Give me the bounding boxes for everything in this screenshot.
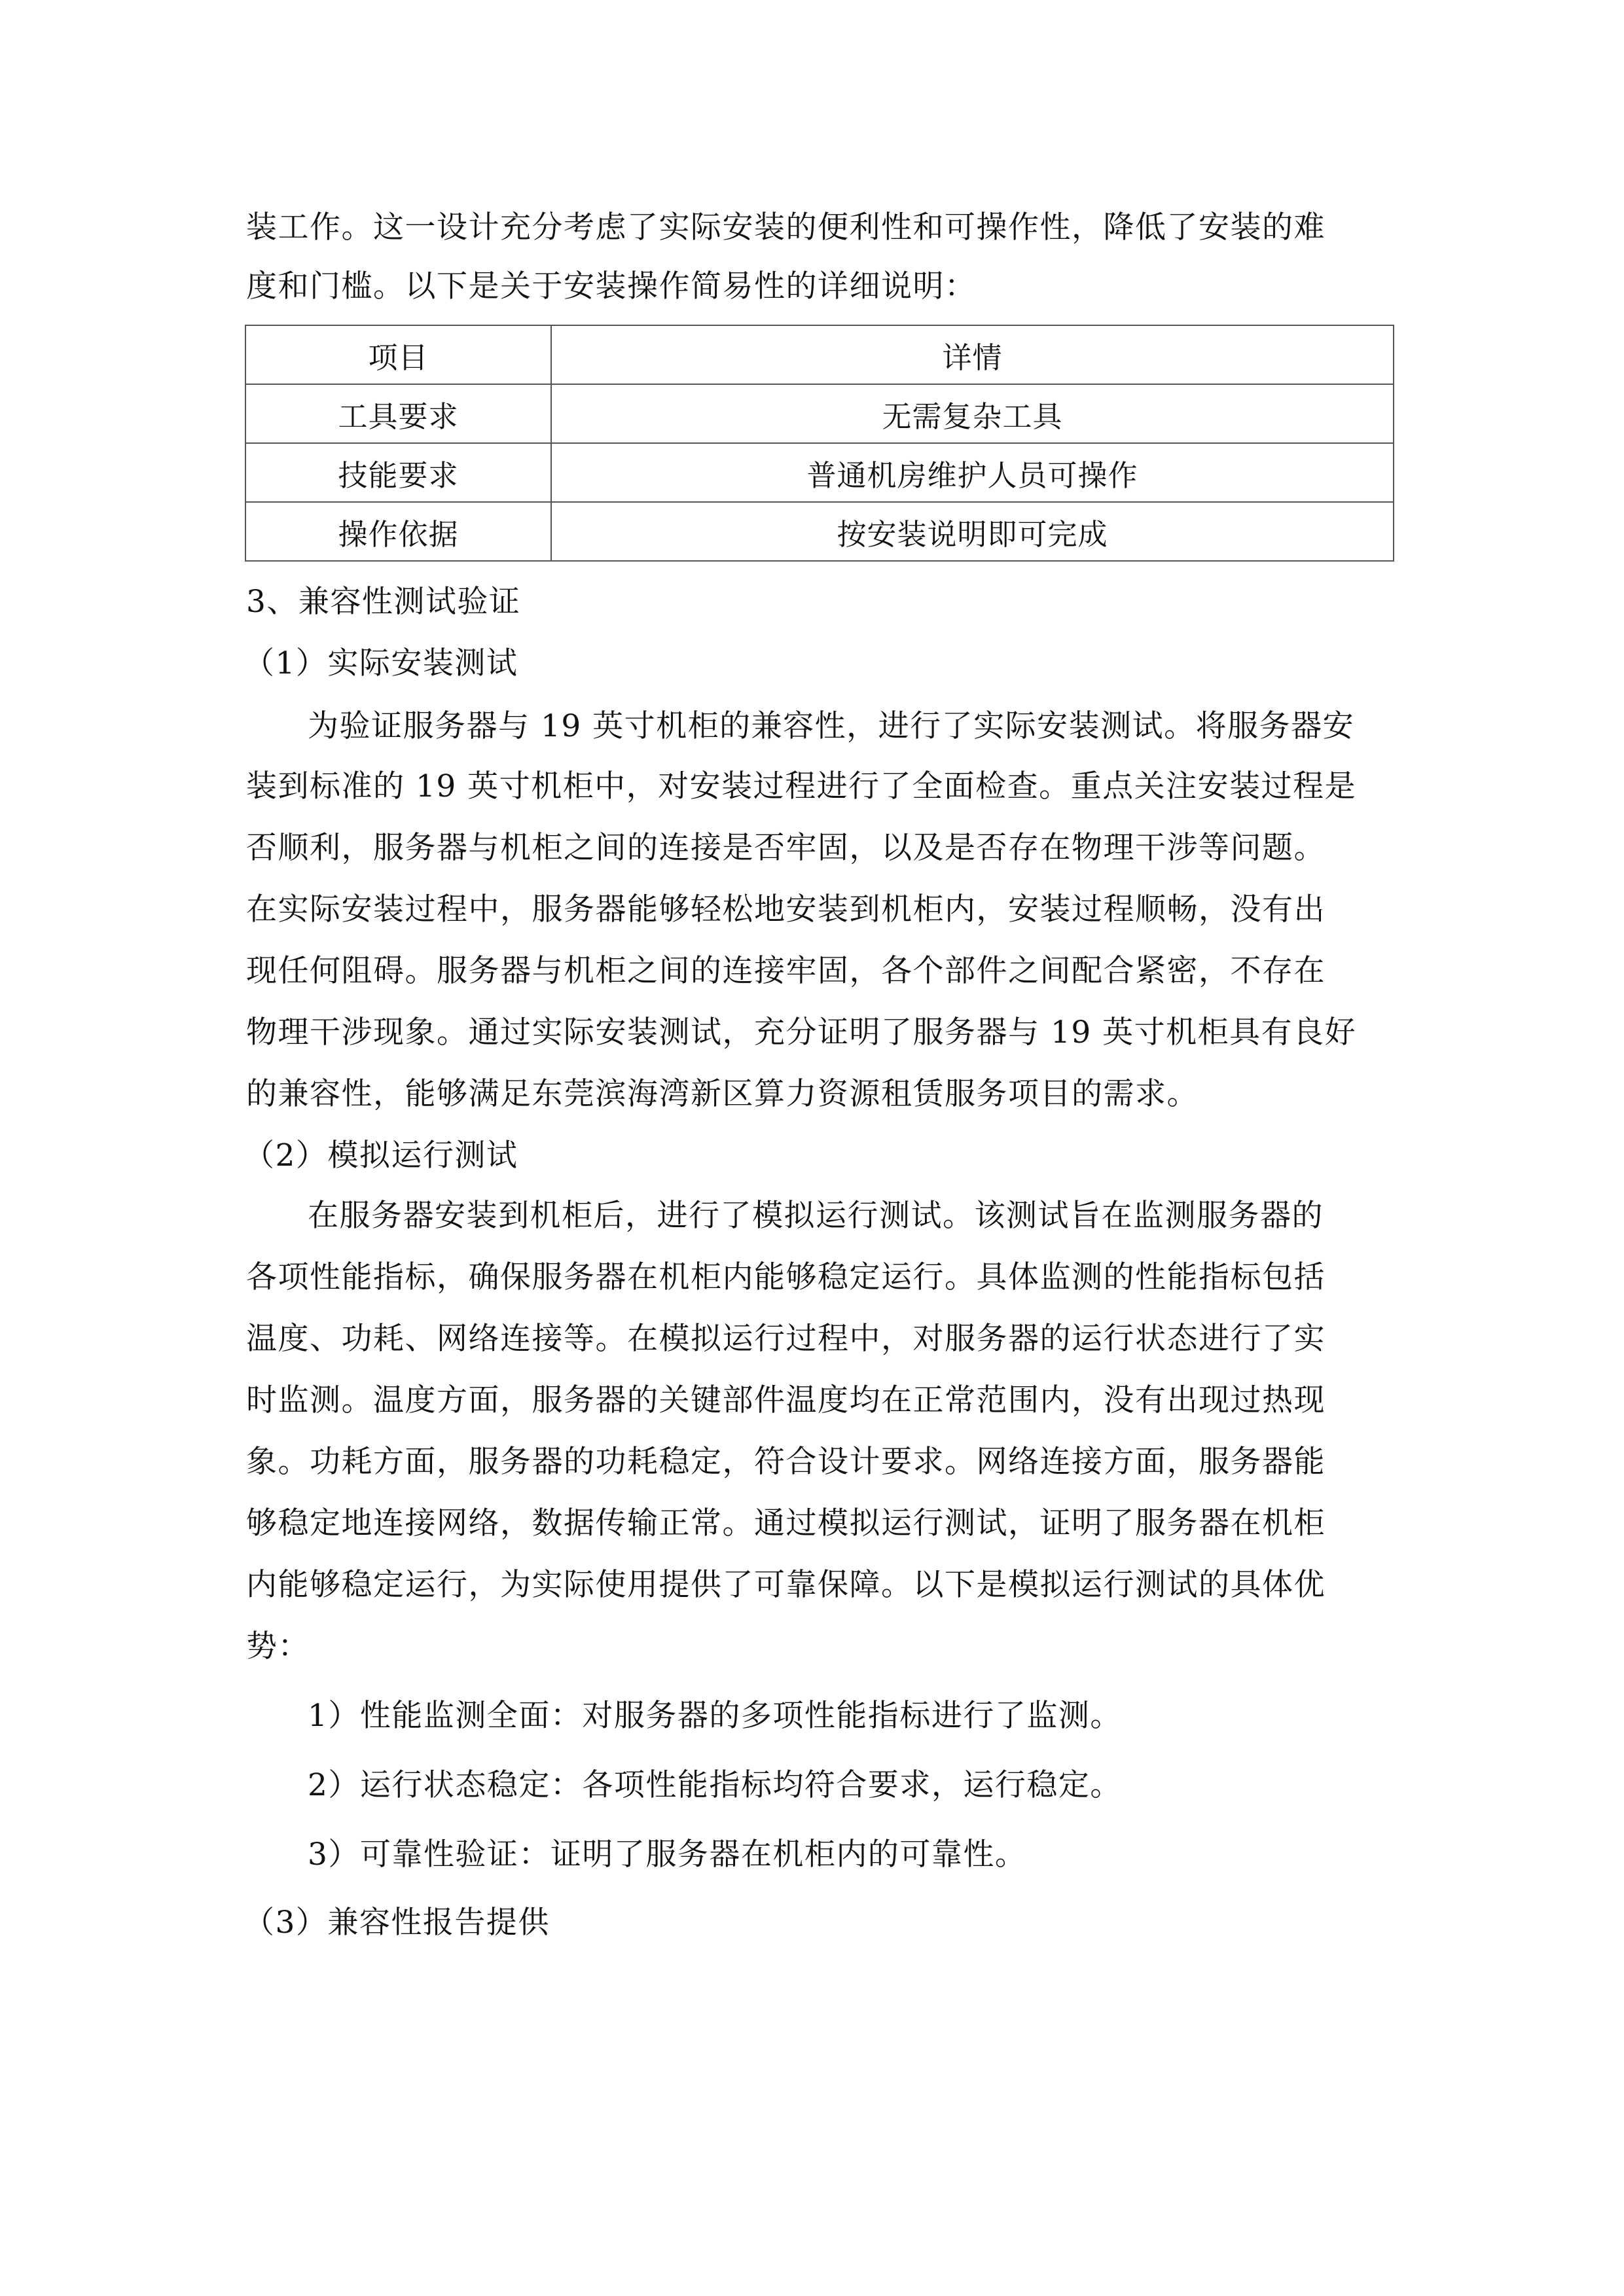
table-header-cell: 详情 [551, 325, 1394, 384]
paragraph-line: 否顺利，服务器与机柜之间的连接是否牢固，以及是否存在物理干涉等问题。 [246, 830, 1326, 866]
paragraph-line: 装到标准的 19 英寸机柜中，对安装过程进行了全面检查。重点关注安装过程是 [246, 768, 1357, 804]
paragraph-line: 在服务器安装到机柜后，进行了模拟运行测试。该测试旨在监测服务器的 [308, 1198, 1324, 1234]
paragraph-line: 在实际安装过程中，服务器能够轻松地安装到机柜内，安装过程顺畅，没有出 [246, 891, 1326, 927]
table-cell: 无需复杂工具 [551, 384, 1394, 443]
table-row [245, 443, 1394, 502]
table-cell: 技能要求 [245, 443, 551, 502]
intro-line-2: 度和门槛。以下是关于安装操作简易性的详细说明： [246, 268, 977, 304]
paragraph-line: 势： [246, 1628, 310, 1664]
list-item: 3）可靠性验证：证明了服务器在机柜内的可靠性。 [308, 1837, 1027, 1873]
table-header-row [245, 325, 1394, 384]
table-header-cell: 项目 [245, 325, 551, 384]
paragraph-line: 温度、功耗、网络连接等。在模拟运行过程中，对服务器的运行状态进行了实 [246, 1321, 1326, 1357]
table-row [245, 502, 1394, 561]
table-cell: 工具要求 [245, 384, 551, 443]
list-item: 1）性能监测全面：对服务器的多项性能指标进行了监测。 [308, 1698, 1122, 1734]
paragraph-line: 象。功耗方面，服务器的功耗稳定，符合设计要求。网络连接方面，服务器能 [246, 1444, 1326, 1480]
paragraph-line: 时监测。温度方面，服务器的关键部件温度均在正常范围内，没有出现过热现 [246, 1382, 1326, 1418]
table-cell: 按安装说明即可完成 [551, 502, 1394, 561]
table-cell: 普通机房维护人员可操作 [551, 443, 1394, 502]
intro-line-1: 装工作。这一设计充分考虑了实际安装的便利性和可操作性，降低了安装的难 [246, 209, 1326, 245]
paragraph-line: 够稳定地连接网络，数据传输正常。通过模拟运行测试，证明了服务器在机柜 [246, 1505, 1326, 1541]
subsection-1-heading: （1）实际安装测试 [244, 645, 518, 681]
table-row [245, 384, 1394, 443]
paragraph-line: 内能够稳定运行，为实际使用提供了可靠保障。以下是模拟运行测试的具体优 [246, 1567, 1326, 1603]
table-cell: 操作依据 [245, 502, 551, 561]
install-ease-table [245, 325, 1394, 562]
list-item: 2）运行状态稳定：各项性能指标均符合要求，运行稳定。 [308, 1767, 1122, 1803]
section-3-heading: 3、兼容性测试验证 [246, 584, 521, 620]
subsection-2-heading: （2）模拟运行测试 [244, 1138, 518, 1174]
paragraph-line: 的兼容性，能够满足东莞滨海湾新区算力资源租赁服务项目的需求。 [246, 1076, 1199, 1112]
paragraph-line: 物理干涉现象。通过实际安装测试，充分证明了服务器与 19 英寸机柜具有良好 [246, 1014, 1357, 1050]
subsection-3-heading: （3）兼容性报告提供 [244, 1905, 550, 1941]
paragraph-line: 为验证服务器与 19 英寸机柜的兼容性，进行了实际安装测试。将服务器安 [308, 708, 1355, 744]
paragraph-line: 各项性能指标，确保服务器在机柜内能够稳定运行。具体监测的性能指标包括 [246, 1259, 1326, 1295]
paragraph-line: 现任何阻碍。服务器与机柜之间的连接牢固，各个部件之间配合紧密，不存在 [246, 953, 1326, 989]
